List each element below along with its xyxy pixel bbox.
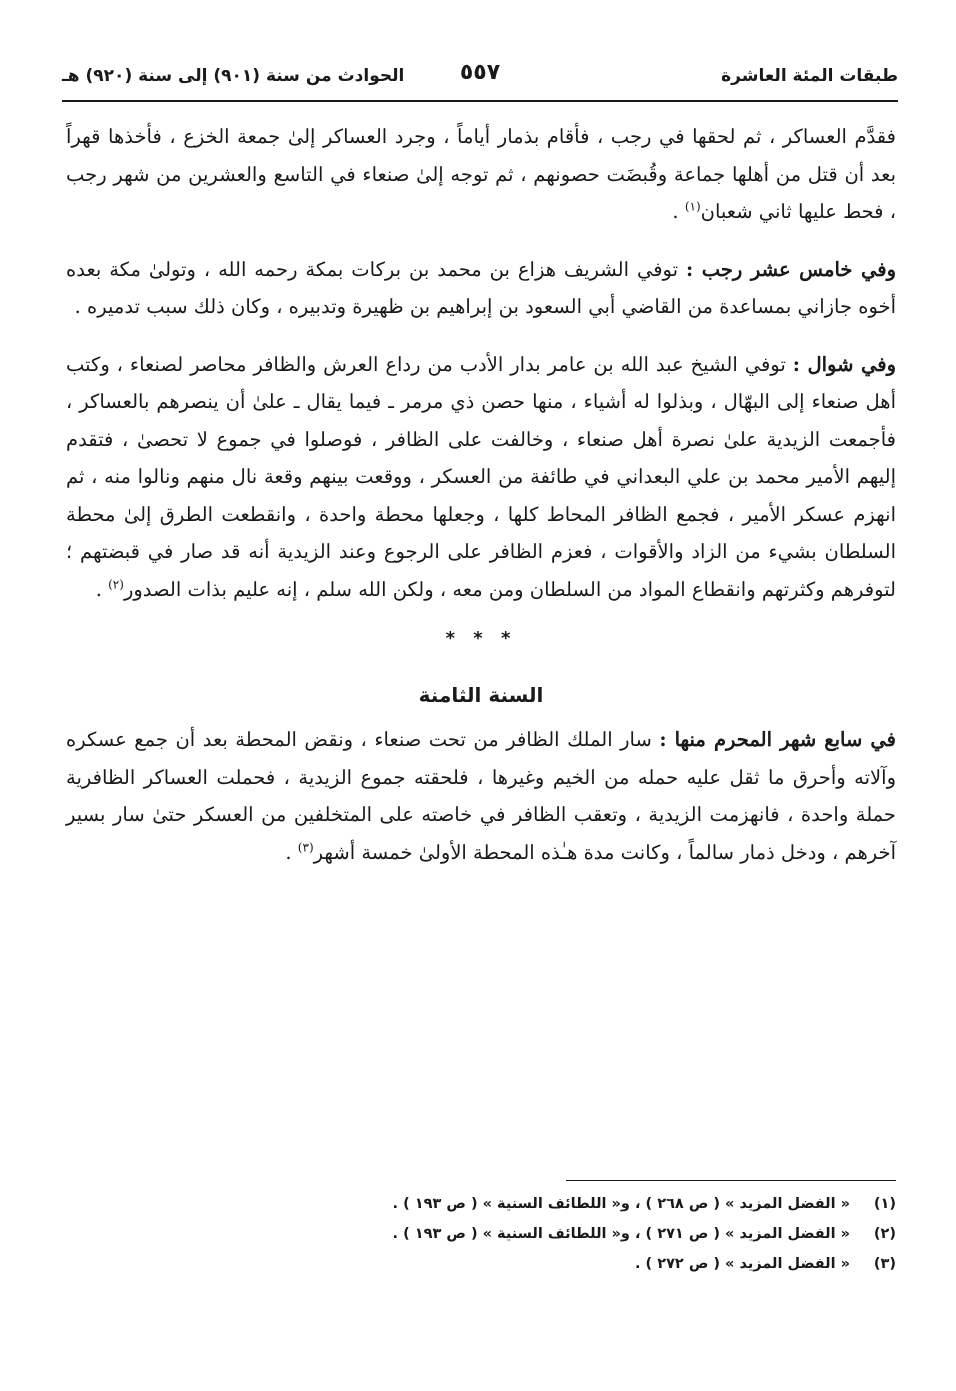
- paragraph-2-lead: وفي خامس عشر رجب :: [686, 257, 896, 281]
- paragraph-4: [66, 721, 896, 871]
- paragraph-3-text: توفي الشيخ عبد الله بن عامر بدار الأدب من رداع العرش والظافر محاصر لصنعاء ، وكتب أهل صنعاء إلى البهّال ، وبذلوا له أشياء ، منها حصن ذي مرمر ـ فيما يقال ـ علىٰ أن ينصرهم بالعساكر ، فأجمعت الزيدية علىٰ نصرة أهل صنعاء ، وخالفت على الظافر ، فوصلوا في جموع لا تحصىٰ ، فتقدم إليهم الأمير محمد بن علي البعداني في طائفة من العسكر ، ووقعت بينهم وقعة نال منهم ونالوا منه ، ثم انهزم عسكر الأمير ، فجمع الظافر المحاط كلها ، وجعلها محطة واحدة ، وانقطعت الطرق إلىٰ محطة السلطان بشيء من الزاد والأقوات ، فعزم الظافر على الرجوع وعند الزيدية أنه قد صار في قبضتهم ؛ لتوفرهم وكثرتهم وانقطاع المواد من السلطان ومن معه ، ولكن الله سلم ، إنه عليم بذات الصدور: [66, 352, 896, 601]
- footnote-number: (٢): [873, 1226, 896, 1242]
- footnote-number: (٣): [873, 1256, 896, 1272]
- paragraph-4-text: سار الملك الظافر من تحت صنعاء ، ونقض المحطة بعد أن جمع عسكره وآلاته وأحرق ما ثقل عليه حمله من الخيم وغيرها ، فلحقته جموع الزيدية ، فحملت العساكر الظافرية حملة واحدة ، فانهزمت الزيدية ، وتعقب الظافر في خاصته على المتخلفين من العسكر حتىٰ سار بسير آخرهم ، ودخل ذمار سالماً ، وكانت مدة هـٰذه المحطة الأولىٰ خمسة أشهر: [66, 728, 896, 864]
- footnote-ref-3[interactable]: (٣): [297, 840, 314, 854]
- footnote-item: [336, 1226, 896, 1256]
- footnote-item: [336, 1256, 896, 1286]
- footnotes: [336, 1196, 896, 1286]
- footnote-text: « الفضل المزيد » ( ص ٢٦٨ ) ، و« اللطائف السنية » ( ص ١٩٣ ) .: [392, 1196, 850, 1212]
- paragraph-3-tail: .: [95, 577, 109, 601]
- section-title: السنة الثامنة: [418, 683, 544, 707]
- paragraph-2-text: توفي الشريف هزاع بن محمد بن بركات بمكة رحمه الله ، وتولىٰ مكة بعده أخوه جازاني بمساعدة من القاضي أبي السعود بن إبراهيم بن ظهيرة وتدبيره ، وكان ذلك سبب تدميره .: [66, 257, 896, 318]
- paragraph-1-text: فقدَّم العساكر ، ثم لحقها في رجب ، فأقام بذمار أياماً ، وجرد العساكر إلىٰ جمعة الخزع ، فأخذها قهراً بعد أن قتل من أهلها جماعة وقُبضَت حصونهم ، ثم توجه إلىٰ صنعاء في التاسع والعشرين من شهر رجب ، فحط عليها ثاني شعبان: [66, 125, 896, 223]
- paragraph-3: [66, 346, 896, 609]
- footnote-rule: [566, 1180, 896, 1181]
- section-separator: * * *: [445, 628, 517, 649]
- footnote-number: (١): [873, 1196, 896, 1212]
- paragraph-2: [66, 251, 896, 326]
- footnote-ref-2[interactable]: (٢): [108, 577, 124, 591]
- page-header: [62, 60, 898, 90]
- header-rule: [62, 100, 898, 102]
- paragraph-3-lead: وفي شوال :: [792, 352, 896, 376]
- running-head: الحوادث من سنة (٩٠١) إلى سنة (٩٢٠) هـ: [62, 66, 405, 86]
- footnote-ref-1[interactable]: (١): [684, 199, 701, 214]
- footnote-item: [336, 1196, 896, 1226]
- footnote-text: « الفضل المزيد » ( ص ٢٧١ ) ، و« اللطائف السنية » ( ص ١٩٣ ) .: [392, 1226, 850, 1242]
- page-body: [66, 118, 896, 891]
- paragraph-1-tail: .: [672, 200, 685, 223]
- page-number: ٥٥٧: [459, 60, 501, 85]
- footnote-text: « الفضل المزيد » ( ص ٢٧٢ ) .: [634, 1256, 850, 1272]
- paragraph-1: [66, 118, 896, 231]
- book-title: طبقات المئة العاشرة: [721, 66, 898, 86]
- paragraph-4-tail: .: [285, 840, 298, 864]
- paragraph-4-lead: في سابع شهر المحرم منها :: [659, 728, 896, 751]
